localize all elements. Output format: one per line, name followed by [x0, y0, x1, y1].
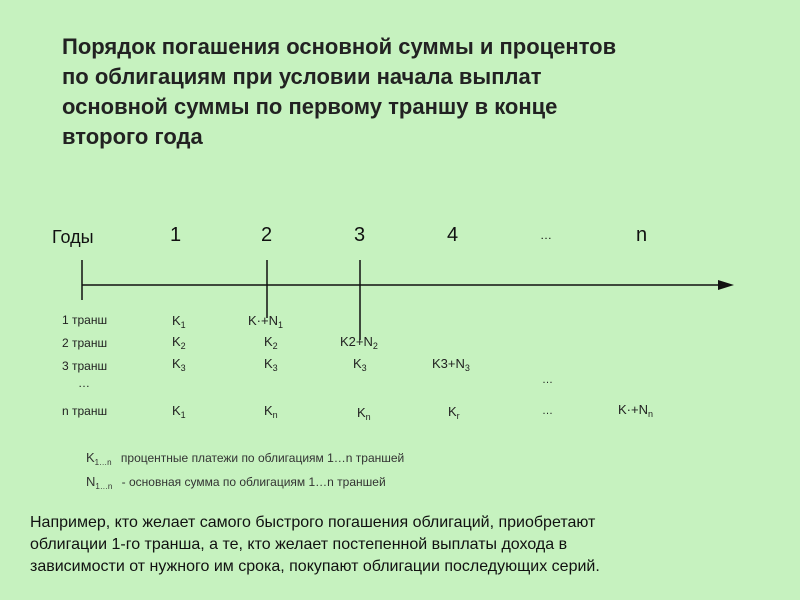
title-line: Порядок погашения основной суммы и процентов [62, 34, 617, 59]
year-label: 4 [447, 224, 459, 246]
table-cell [340, 334, 378, 351]
legend-symbol [86, 474, 112, 489]
legend-symbol [86, 450, 112, 465]
table-cell [618, 402, 653, 419]
cell-sub: 1 [180, 320, 186, 330]
cell-base: … [542, 374, 553, 386]
cell-base: K [264, 403, 273, 418]
table-cell [248, 313, 283, 330]
legend-symbol-sub: 1…n [94, 458, 112, 467]
year-label: 2 [261, 224, 273, 246]
cell-sub: r [456, 411, 460, 421]
table-cell [172, 403, 186, 420]
cell-sub: 3 [361, 363, 367, 373]
cell-sub: 3 [272, 363, 278, 373]
table-cell [172, 313, 186, 330]
cell-sub: 3 [180, 363, 186, 373]
legend-item [86, 474, 386, 491]
cell-base: K [353, 356, 362, 371]
cell-base: K [264, 356, 273, 371]
cell-sub: 2 [272, 341, 278, 351]
title-line: второго года [62, 124, 203, 149]
title-line: по облигациям при условии начала выплат [62, 64, 542, 89]
table-cell [264, 403, 278, 420]
note-line: Например, кто желает самого быстрого погашения облигаций, приобретают [30, 514, 596, 531]
cell-base: K [448, 404, 457, 419]
axis-arrowhead [718, 280, 734, 290]
cell-base: K3+N [432, 356, 465, 371]
table-cell [264, 334, 278, 351]
cell-sub: n [647, 409, 653, 419]
row-label: 1 транш [62, 313, 108, 327]
year-label: 1 [170, 224, 182, 246]
year-label: 3 [354, 224, 366, 246]
cell-sub: n [272, 410, 278, 420]
cell-base: K·+N [248, 313, 278, 328]
cell-base: K·+N [618, 402, 648, 417]
table-cell [353, 356, 367, 373]
legend-text: процентные платежи по облигациям 1…n траншей [120, 451, 405, 465]
table-cell [432, 356, 470, 373]
table-cell [542, 374, 553, 388]
cell-sub: 2 [372, 341, 378, 351]
table-cell [448, 404, 460, 421]
legend-symbol-base: K [86, 450, 95, 465]
table-cell [264, 356, 278, 373]
note-line: зависимости от нужного им срока, покупают облигации последующих серий. [30, 558, 600, 575]
cell-base: K [264, 334, 273, 349]
cell-base: K [172, 356, 181, 371]
title-line: основной суммы по первому траншу в конце [62, 94, 558, 119]
cell-base: K [172, 334, 181, 349]
cell-sub: 1 [180, 410, 186, 420]
row-label: … [78, 376, 90, 390]
table-cell [172, 334, 186, 351]
legend-item [86, 450, 404, 467]
legend-symbol-base: N [86, 474, 96, 489]
row-label: 2 транш [62, 336, 108, 350]
legend-symbol-sub: 1…n [95, 482, 113, 491]
cell-base: K [172, 403, 181, 418]
legend-text: - основная сумма по облигациям 1…n траншей [121, 475, 386, 489]
note-paragraph [30, 512, 770, 578]
cell-sub: 1 [277, 320, 283, 330]
cell-base: K [172, 313, 181, 328]
note-line: облигации 1-го транша, а те, кто желает постепенной выплаты дохода в [30, 536, 568, 553]
timeline-label: Годы [52, 227, 94, 247]
year-label: n [636, 224, 648, 246]
table-cell [357, 405, 371, 422]
cell-sub: 2 [180, 341, 186, 351]
cell-base: … [542, 405, 553, 417]
table-cell [542, 405, 553, 419]
year-label: … [540, 228, 552, 242]
cell-base: K [357, 405, 366, 420]
cell-sub: n [365, 412, 371, 422]
table-cell [172, 356, 186, 373]
row-label: 3 транш [62, 359, 108, 373]
cell-base: K2+N [340, 334, 373, 349]
row-label: n транш [62, 404, 108, 418]
cell-sub: 3 [464, 363, 470, 373]
